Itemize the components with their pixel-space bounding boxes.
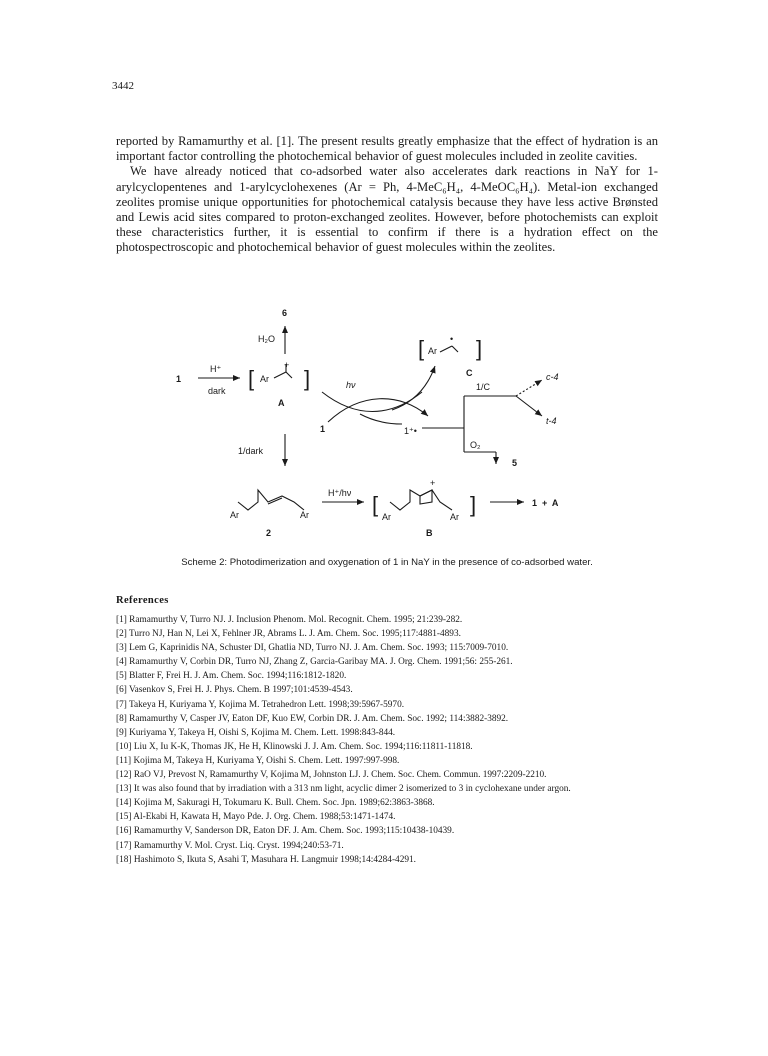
reference-item: [10] Liu X, Iu K-K, Thomas JK, He H, Klinowski J. J. Am. Chem. Soc. 1994;116:11811-11818. bbox=[116, 741, 473, 752]
label-c: C bbox=[466, 368, 473, 378]
paragraph-2: We have already noticed that co-adsorbed water also accelerates dark reactions in NaY for 1-arylcyclopentenes and 1-arylcyclohexenes (Ar = Ph, 4-MeC₆H₄, 4-MeOC₆H₄). Metal-ion exchanged zeolites promise unique opportunities for photochemical catalysis because they have less active Brønsted and Lewis acid sites compared to proton-exchanged zeolites. However, before photochemists can exploit these characteristics further, it is essential to confirm if there is a hydration effect on the photospectroscopic and photochemical behavior of guest molecules within the zeolites. bbox=[116, 164, 658, 255]
ar-b-right: Ar bbox=[450, 512, 459, 522]
reference-item: [9] Kuriyama Y, Takeya H, Oishi S, Kojima M. Chem. Lett. 1998:843-844. bbox=[116, 727, 396, 738]
label-t4: t-4 bbox=[546, 416, 557, 426]
references-heading: References bbox=[116, 595, 169, 606]
label-one-dark: 1/dark bbox=[238, 446, 264, 456]
bracket-a-left: [ bbox=[248, 366, 255, 391]
bracket-a-right: ] bbox=[304, 366, 311, 391]
reference-item: [12] RaO VJ, Prevost N, Ramamurthy V, Kojima M, Johnston LJ. J. Chem. Soc. Chem. Commun. 1997:2209-2210. bbox=[116, 770, 547, 781]
ar-2-left: Ar bbox=[230, 510, 239, 520]
ar-2-right: Ar bbox=[300, 510, 309, 520]
from-1-arrow bbox=[328, 399, 428, 422]
reference-item: [2] Turro NJ, Han N, Lei X, Fehlner JR, Abrams L. J. Am. Chem. Soc. 1995;117:4881-4893. bbox=[116, 629, 461, 640]
t4-arrow bbox=[516, 396, 542, 416]
bracket-b-right: ] bbox=[470, 492, 477, 517]
label-c4: c-4 bbox=[546, 372, 559, 382]
reference-item: [13] It was also found that by irradiation with a 313 nm light, acyclic dimer 2 isomerized to 3 in cyclohexane under argon. bbox=[116, 784, 571, 795]
cation-b-structure bbox=[390, 490, 452, 510]
label-b: B bbox=[426, 528, 433, 538]
reference-item: [6] Vasenkov S, Frei H. J. Phys. Chem. B 1997;101:4539-4543. bbox=[116, 685, 353, 696]
dot-c: • bbox=[450, 334, 454, 344]
bracket-c-right: ] bbox=[476, 336, 483, 361]
label-product: 1 + A bbox=[532, 498, 559, 508]
label-hv: hν bbox=[346, 380, 356, 390]
to-c-arrow bbox=[392, 366, 435, 410]
label-dark: dark bbox=[208, 386, 226, 396]
label-5: 5 bbox=[512, 458, 518, 468]
reference-item: [17] Ramamurthy V. Mol. Cryst. Liq. Cryst. 1994;240:53-71. bbox=[116, 840, 344, 851]
ion-arrow bbox=[360, 414, 402, 424]
body-text bbox=[116, 134, 658, 256]
label-h-hv: H⁺/hν bbox=[328, 488, 352, 498]
label-2: 2 bbox=[266, 528, 272, 538]
label-6: 6 bbox=[282, 308, 288, 318]
label-1: 1 bbox=[176, 374, 182, 384]
label-one-over-c: 1/C bbox=[476, 382, 491, 392]
reference-item: [3] Lem G, Kaprinidis NA, Schuster DI, Ghatlia ND, Turro NJ. J. Am. Chem. Soc. 1993; 115:7009-7010. bbox=[116, 643, 509, 654]
reaction-scheme bbox=[160, 306, 620, 550]
reference-item: [15] Al-Ekabi H, Kawata H, Mayo Pde. J. Org. Chem. 1988;53:1471-1474. bbox=[116, 812, 396, 823]
reference-item: [4] Ramamurthy V, Corbin DR, Turro NJ, Zhang Z, Garcia-Garibay MA. J. Org. Chem. 1991;56: 255-261. bbox=[116, 657, 513, 668]
bracket-b-left: [ bbox=[372, 492, 379, 517]
label-one-left: 1 bbox=[320, 424, 326, 434]
references-list bbox=[116, 613, 676, 867]
reference-item: [11] Kojima M, Takeya H, Kuriyama Y, Oishi S. Chem. Lett. 1997:997-998. bbox=[116, 755, 400, 766]
dimer-2-structure bbox=[238, 490, 304, 510]
reference-item: [1] Ramamurthy V, Turro NJ. J. Inclusion Phenom. Mol. Recognit. Chem. 1995; 21:239-282. bbox=[116, 615, 463, 625]
reference-item: [5] Blatter F, Frei H. J. Am. Chem. Soc. 1994;116:1812-1820. bbox=[116, 671, 347, 682]
scheme-caption: Scheme 2: Photodimerization and oxygenation of 1 in NaY in the presence of co-adsorbed water. bbox=[181, 557, 593, 568]
label-radical-cation: 1⁺• bbox=[404, 426, 417, 436]
reference-item: [16] Ramamurthy V, Sanderson DR, Eaton DF. J. Am. Chem. Soc. 1993;115:10438-10439. bbox=[116, 826, 455, 837]
paragraph-1: reported by Ramamurthy et al. [1]. The present results greatly emphasize that the effect of hydration is an important factor controlling the photochemical behavior of guest molecules included in zeolite cavities. bbox=[116, 134, 658, 164]
hv-arrow bbox=[322, 392, 422, 412]
plus-b: + bbox=[430, 478, 436, 488]
page-number: 3442 bbox=[112, 80, 134, 92]
c4-arrow bbox=[516, 380, 542, 396]
reference-item: [14] Kojima M, Sakuragi H, Tokumaru K. Bull. Chem. Soc. Jpn. 1989;62:3863-3868. bbox=[116, 798, 435, 809]
ar-a: Ar bbox=[260, 374, 269, 384]
plus-a: + bbox=[284, 360, 290, 370]
ar-b-left: Ar bbox=[382, 512, 391, 522]
bracket-c-left: [ bbox=[418, 336, 425, 361]
label-a: A bbox=[278, 398, 285, 408]
label-h-plus: H⁺ bbox=[210, 364, 222, 374]
label-o2: O₂ bbox=[470, 440, 481, 450]
ar-c: Ar bbox=[428, 346, 437, 356]
reference-item: [8] Ramamurthy V, Casper JV, Eaton DF, Kuo EW, Corbin DR. J. Am. Chem. Soc. 1992; 114:3882-3892. bbox=[116, 713, 509, 724]
reference-item: [7] Takeya H, Kuriyama Y, Kojima M. Tetrahedron Lett. 1998;39:5967-5970. bbox=[116, 699, 405, 710]
label-h2o: H₂O bbox=[258, 334, 275, 344]
reference-item: [18] Hashimoto S, Ikuta S, Asahi T, Masuhara H. Langmuir 1998;14:4284-4291. bbox=[116, 854, 416, 865]
